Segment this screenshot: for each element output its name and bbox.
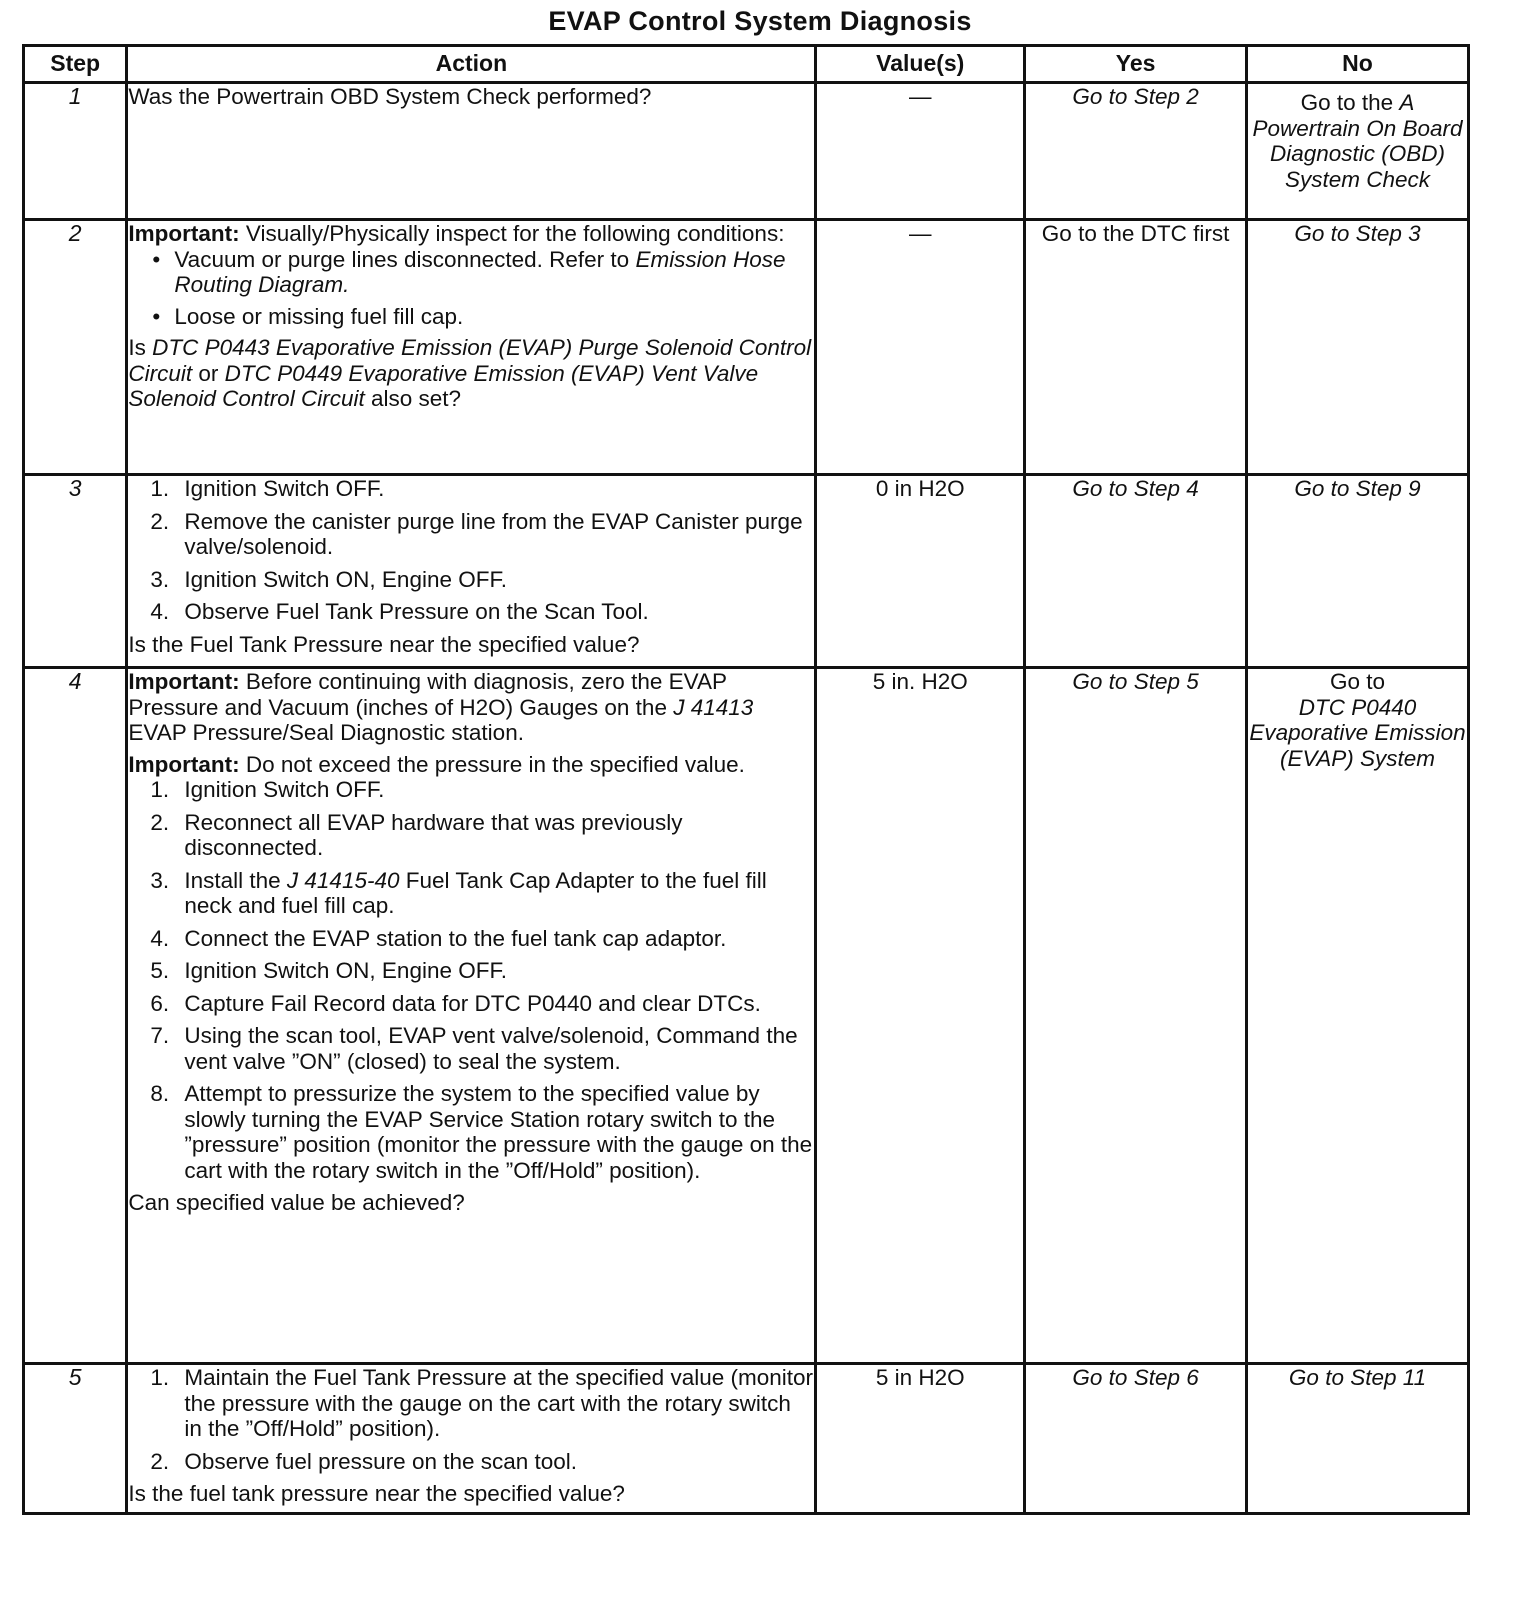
value-cell: 5 in H2O [816, 1364, 1025, 1514]
table-row [24, 1364, 1469, 1514]
no-link: Go to Step 9 [1294, 476, 1421, 501]
table-row [24, 668, 1469, 1364]
action-cell [127, 83, 816, 220]
yes-link: Go to Step 4 [1072, 476, 1199, 501]
list-item: 4. Connect the EVAP station to the fuel tank cap adaptor. [150, 925, 727, 951]
header-no: No [1247, 46, 1469, 83]
step-number: 2 [24, 220, 127, 475]
list-item: 6. Capture Fail Record data for DTC P0440 and clear DTCs. [150, 990, 761, 1016]
no-cell [1247, 83, 1469, 220]
yes-text: Go to the DTC first [1041, 221, 1230, 246]
procedure-list [128, 1365, 814, 1474]
question-text: Is the fuel tank pressure near the specified value? [128, 1481, 625, 1506]
action-cell [127, 1364, 816, 1514]
list-item: 4. Observe Fuel Tank Pressure on the Scan Tool. [150, 599, 649, 624]
no-link: A Powertrain On Board Diagnostic (OBD) System Check [1252, 90, 1463, 192]
header-step: Step [24, 46, 127, 83]
step-number: 5 [24, 1364, 127, 1514]
condition-list [128, 247, 814, 330]
question-text: Is DTC P0443 Evaporative Emission (EVAP) Purge Solenoid Control Circuit or DTC P0449 Evaporative Emission (EVAP) Vent Valve Solenoid Control Circuit also set? [128, 335, 812, 411]
important-note [128, 221, 814, 247]
step-number: 1 [24, 83, 127, 220]
action-cell [127, 220, 816, 475]
yes-cell [1025, 1364, 1247, 1514]
yes-link: Go to Step 5 [1072, 669, 1199, 694]
no-cell [1247, 220, 1469, 475]
value-cell: — [816, 220, 1025, 475]
no-cell [1247, 1364, 1469, 1514]
header-action: Action [127, 46, 816, 83]
header-value: Value(s) [816, 46, 1025, 83]
value-cell: 5 in. H2O [816, 668, 1025, 1364]
yes-cell [1025, 475, 1247, 668]
important-label: Important: [128, 221, 240, 246]
list-item: 1. Ignition Switch OFF. [150, 777, 385, 802]
yes-cell [1025, 668, 1247, 1364]
list-item: 1. Ignition Switch OFF. [150, 476, 385, 501]
table-row [24, 220, 1469, 475]
list-item: 2. Reconnect all EVAP hardware that was previously disconnected. [150, 809, 683, 860]
question-text: Is the Fuel Tank Pressure near the specified value? [128, 631, 640, 657]
table-row [24, 83, 1469, 220]
no-link: Go to Step 3 [1294, 221, 1421, 246]
action-cell [127, 668, 816, 1364]
no-cell [1247, 668, 1469, 1364]
diagnosis-table [22, 44, 1470, 1515]
header-row [24, 46, 1469, 83]
important-note: Important: Do not exceed the pressure in the specified value. [128, 751, 745, 777]
no-text: Go to the [1300, 90, 1400, 115]
yes-link: Go to Step 6 [1072, 1365, 1199, 1390]
list-item: 2. Observe fuel pressure on the scan tool. [150, 1448, 578, 1474]
list-item: 3. Ignition Switch ON, Engine OFF. [150, 566, 507, 592]
step-number: 3 [24, 475, 127, 668]
table-row [24, 475, 1469, 668]
procedure-list [128, 476, 814, 625]
no-cell [1247, 475, 1469, 668]
no-link: Go to Step 11 [1288, 1365, 1427, 1390]
value-cell: — [816, 83, 1025, 220]
question-text: Can specified value be achieved? [128, 1190, 465, 1215]
list-item: • Vacuum or purge lines disconnected. Refer to Emission Hose Routing Diagram. [152, 247, 814, 298]
list-item: 3. Install the J 41415-40 Fuel Tank Cap Adapter to the fuel fill neck and fuel fill cap. [150, 867, 767, 918]
yes-cell [1025, 83, 1247, 220]
list-item: • Loose or missing fuel fill cap. [152, 304, 814, 330]
yes-cell [1025, 220, 1247, 475]
important-note: Important: Before continuing with diagnosis, zero the EVAP Pressure and Vacuum (inches of H2O) Gauges on the J 41413 EVAP Pressure/Seal Diagnostic station. [128, 669, 754, 745]
important-text: Visually/Physically inspect for the following conditions: [239, 221, 785, 246]
action-cell [127, 475, 816, 668]
page-title: EVAP Control System Diagnosis [548, 6, 972, 36]
list-item: 2. Remove the canister purge line from the EVAP Canister purge valve/solenoid. [150, 508, 803, 559]
list-item: 1. Maintain the Fuel Tank Pressure at the specified value (monitor the pressure with the gauge on the cart with the rotary switch in the ”Off/Hold” position). [150, 1365, 814, 1441]
header-yes: Yes [1025, 46, 1247, 83]
list-item: 8. Attempt to pressurize the system to the specified value by slowly turning the EVAP Service Station rotary switch to the ”pressure” position (monitor the pressure with the gauge on the cart with the rotary switch in the ”Off/Hold” position). [150, 1081, 813, 1183]
yes-link: Go to Step 2 [1072, 84, 1199, 109]
question-text: Was the Powertrain OBD System Check performed? [128, 84, 652, 109]
no-link: DTC P0440 Evaporative Emission (EVAP) System [1249, 694, 1466, 771]
procedure-list [128, 777, 814, 1183]
list-item: 7. Using the scan tool, EVAP vent valve/solenoid, Command the vent valve ”ON” (closed) to seal the system. [150, 1023, 798, 1074]
step-number: 4 [24, 668, 127, 1364]
list-item: 5. Ignition Switch ON, Engine OFF. [150, 958, 507, 983]
no-text: Go to [1330, 669, 1386, 694]
value-cell: 0 in H2O [816, 475, 1025, 668]
